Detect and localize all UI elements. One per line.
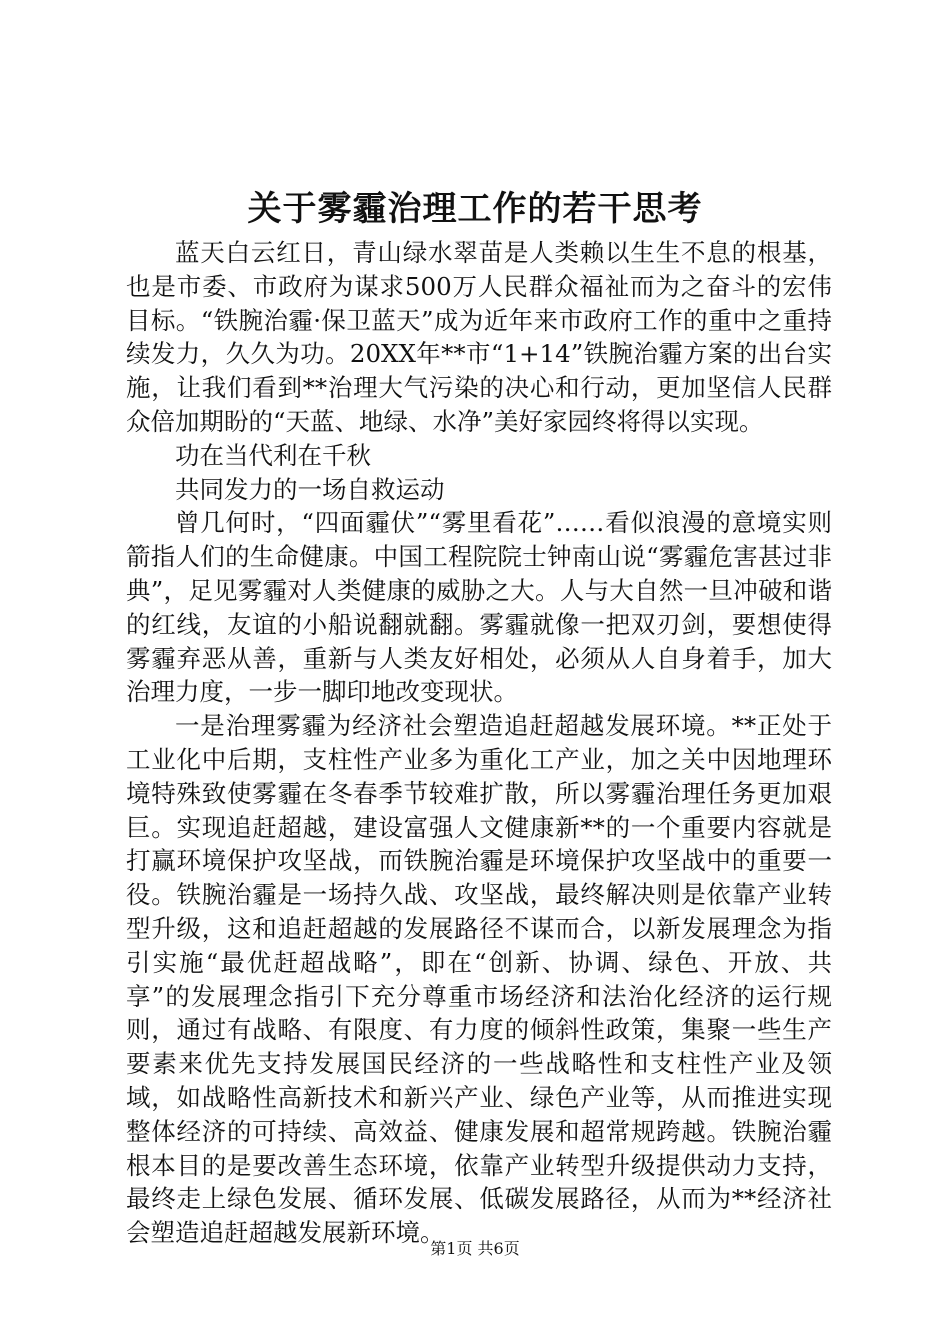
paragraph-intro: 蓝天白云红日，青山绿水翠苗是人类赖以生生不息的根基，也是市委、市政府为谋求500万人民群众福祉而为之奋斗的宏伟目标。“铁腕治霾·保卫蓝天”成为近年来市政府工作的重中之重持续发力，久久为功。20XX年**市“1+14”铁腕治霾方案的出台实施，让我们看到**治理大气污染的决心和行动，更加坚信人民群众倍加期盼的“天蓝、地绿、水净”美好家园终将得以实现。	[126, 238, 832, 436]
section-heading-1: 功在当代利在千秋	[175, 440, 371, 470]
paragraph-point-one: 一是治理雾霾为经济社会塑造追赶超越发展环境。**正处于工业化中后期，支柱性产业多为重化工产业，加之关中因地理环境特殊致使雾霾在冬春季节较难扩散，所以雾霾治理任务更加艰巨。实现追赶超越，建设富强人文健康新**的一个重要内容就是打赢环境保护攻坚战，而铁腕治霾是环境保护攻坚战中的重要一役。铁腕治霾是一场持久战、攻坚战，最终解决则是依靠产业转型升级，这和追赶超越的发展路径不谋而合，以新发展理念为指引实施“最优赶超战略”，即在“创新、协调、绿色、开放、共享”的发展理念指引下充分尊重市场经济和法治化经济的运行规则，通过有战略、有限度、有力度的倾斜性政策，集聚一些生产要素来优先支持发展国民经济的一些战略性和支柱性产业及领域，如战略性高新技术和新兴产业、绿色产业等，从而推进实现整体经济的可持续、高效益、健康发展和超常规跨越。铁腕治霾根本目的是要改善生态环境，依靠产业转型升级提供动力支持，最终走上绿色发展、循环发展、低碳发展路径，从而为**经济社会塑造追赶超越发展新环境。	[126, 711, 832, 1248]
document-title: 关于雾霾治理工作的若干思考	[247, 189, 703, 229]
document-body	[126, 236, 832, 1250]
paragraph-haze-health: 曾几何时，“四面霾伏”“雾里看花”……看似浪漫的意境实则箭指人们的生命健康。中国工程院院士钟南山说“雾霾危害甚过非典”，足见雾霾对人类健康的威胁之大。人与大自然一旦冲破和谐的红线，友谊的小船说翻就翻。雾霾就像一把双刃剑，要想使得雾霾弃恶从善，重新与人类友好相处，必须从人自身着手，加大治理力度，一步一脚印地改变现状。	[126, 508, 832, 707]
section-heading-2: 共同发力的一场自救运动	[175, 474, 445, 504]
page-footer: 第1页 共6页	[430, 1239, 520, 1258]
